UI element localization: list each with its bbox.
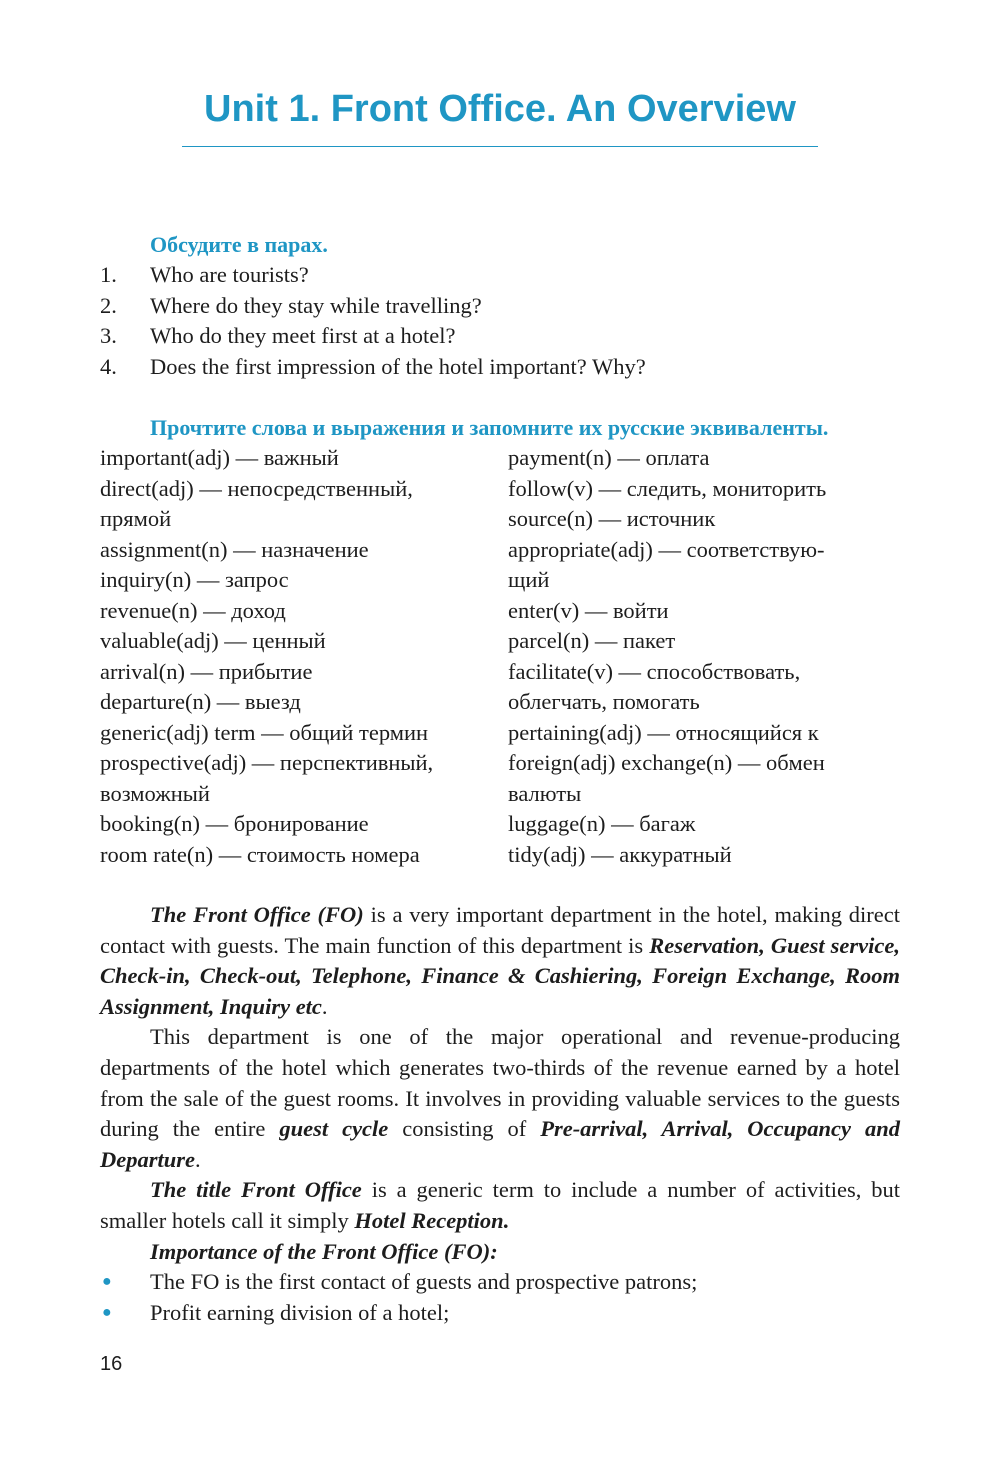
vocab-entry: arrival(n) — прибытие [100, 658, 313, 684]
question-number: 4. [100, 353, 117, 379]
term-title-front-office: The title Front Office [150, 1177, 362, 1203]
list-item-text: The FO is the first contact of guests and prospective patrons; [150, 1269, 698, 1295]
paragraph-text: is a very important department in the hotel, making direct contact with guests. The main function of this department is [100, 902, 900, 958]
bullet-icon: ● [102, 1273, 112, 1291]
paragraph-end: . [503, 1207, 510, 1233]
paragraph-end: . [321, 993, 328, 1019]
vocab-entry: щий [508, 567, 550, 592]
vocab-entry: возможный [100, 780, 210, 806]
vocab-entry: follow(v) — следить, мониторить [508, 475, 827, 501]
paragraph-end: . [195, 1146, 201, 1172]
guest-cycle-stages: Pre-arrival, Arrival, Occupancy and Departure [100, 1116, 900, 1172]
paragraph-revenue [100, 1022, 900, 1175]
vocab-entry: important(adj) — важный [100, 445, 339, 470]
paragraph-front-office [100, 900, 900, 1022]
vocab-entry: inquiry(n) — запрос [100, 567, 289, 592]
vocab-entry: facilitate(v) — способствовать, [508, 658, 801, 684]
vocab-entry: luggage(n) — багаж [508, 811, 696, 836]
vocab-entry: pertaining(adj) — относящийся к [508, 719, 819, 745]
question-text: Who do they meet first at a hotel? [150, 323, 456, 348]
discussion-questions [100, 260, 900, 382]
question-item [100, 321, 900, 352]
paragraph-text: This department is one of the major operational and revenue-producing departments of the hotel which generates two-thirds of the revenue earned by a hotel from the sale of the guest rooms. It involves in providing valuable services to the guests during the entire [100, 1024, 900, 1142]
page-title: Unit 1. Front Office. An Overview [204, 88, 796, 130]
importance-heading [100, 1237, 900, 1268]
vocab-entry: валюты [508, 780, 582, 806]
vocab-entry: облегчать, помогать [508, 689, 700, 714]
vocabulary-heading: Прочтите слова и выражения и запомните их русские эквиваленты. [150, 415, 829, 440]
vocab-entry: prospective(adj) — перспективный, [100, 750, 434, 775]
term-guest-cycle: guest cycle [279, 1116, 389, 1142]
list-item [100, 1267, 900, 1298]
vocab-entry: direct(adj) — непосредственный, [100, 475, 413, 501]
question-number: 3. [100, 323, 117, 348]
question-number: 1. [100, 262, 117, 287]
vocab-entry: parcel(n) — пакет [508, 628, 676, 653]
question-item [100, 352, 900, 383]
vocab-entry: прямой [100, 506, 172, 531]
vocab-entry: tidy(adj) — аккуратный [508, 841, 732, 867]
vocab-entry: booking(n) — бронирование [100, 811, 369, 836]
list-item-text: Profit earning division of a hotel; [150, 1299, 450, 1325]
title-underline [182, 146, 818, 147]
main-text [100, 900, 900, 1328]
question-item [100, 291, 900, 322]
question-item [100, 260, 900, 291]
vocab-entry: generic(adj) term — общий термин [100, 719, 429, 745]
vocabulary-left-column [100, 443, 500, 870]
importance-heading-text: Importance of the Front Office (FO): [150, 1238, 498, 1264]
vocab-entry: foreign(adj) exchange(n) — обмен [508, 750, 825, 775]
paragraph-text: consisting of [388, 1116, 541, 1142]
vocab-entry: enter(v) — войти [508, 597, 669, 623]
vocab-entry: appropriate(adj) — соответствую- [508, 536, 825, 562]
question-text: Where do they stay while travelling? [150, 292, 482, 318]
term-front-office: The Front Office (FO) [150, 902, 364, 927]
importance-list [100, 1267, 900, 1328]
vocab-entry: valuable(adj) — ценный [100, 628, 326, 653]
vocab-entry: departure(n) — выезд [100, 689, 301, 714]
question-text: Who are tourists? [150, 262, 309, 287]
question-text: Does the first impression of the hotel important? Why? [150, 353, 646, 379]
term-hotel-reception: Hotel Reception [354, 1207, 504, 1233]
bullet-icon: ● [102, 1303, 112, 1321]
paragraph-text: is a generic term to include a number of activities, but smaller hotels call it simply [100, 1177, 900, 1233]
paragraph-title-term [100, 1175, 900, 1236]
vocab-entry: payment(n) — оплата [508, 445, 710, 470]
list-item [100, 1298, 900, 1329]
fo-functions: Reservation, Guest service, Check-in, Check-out, Telephone, Finance & Cashiering, Foreign Exchange, Room Assignment, Inquiry etc [100, 932, 900, 1019]
vocabulary-right-column [508, 443, 908, 870]
vocab-entry: revenue(n) — доход [100, 597, 286, 623]
vocab-entry: room rate(n) — стоимость номера [100, 841, 420, 867]
discussion-heading: Обсудите в парах. [150, 232, 328, 257]
vocab-entry: assignment(n) — назначение [100, 536, 369, 562]
vocab-entry: source(n) — источник [508, 506, 716, 531]
page-number: 16 [100, 1353, 123, 1375]
question-number: 2. [100, 292, 117, 318]
